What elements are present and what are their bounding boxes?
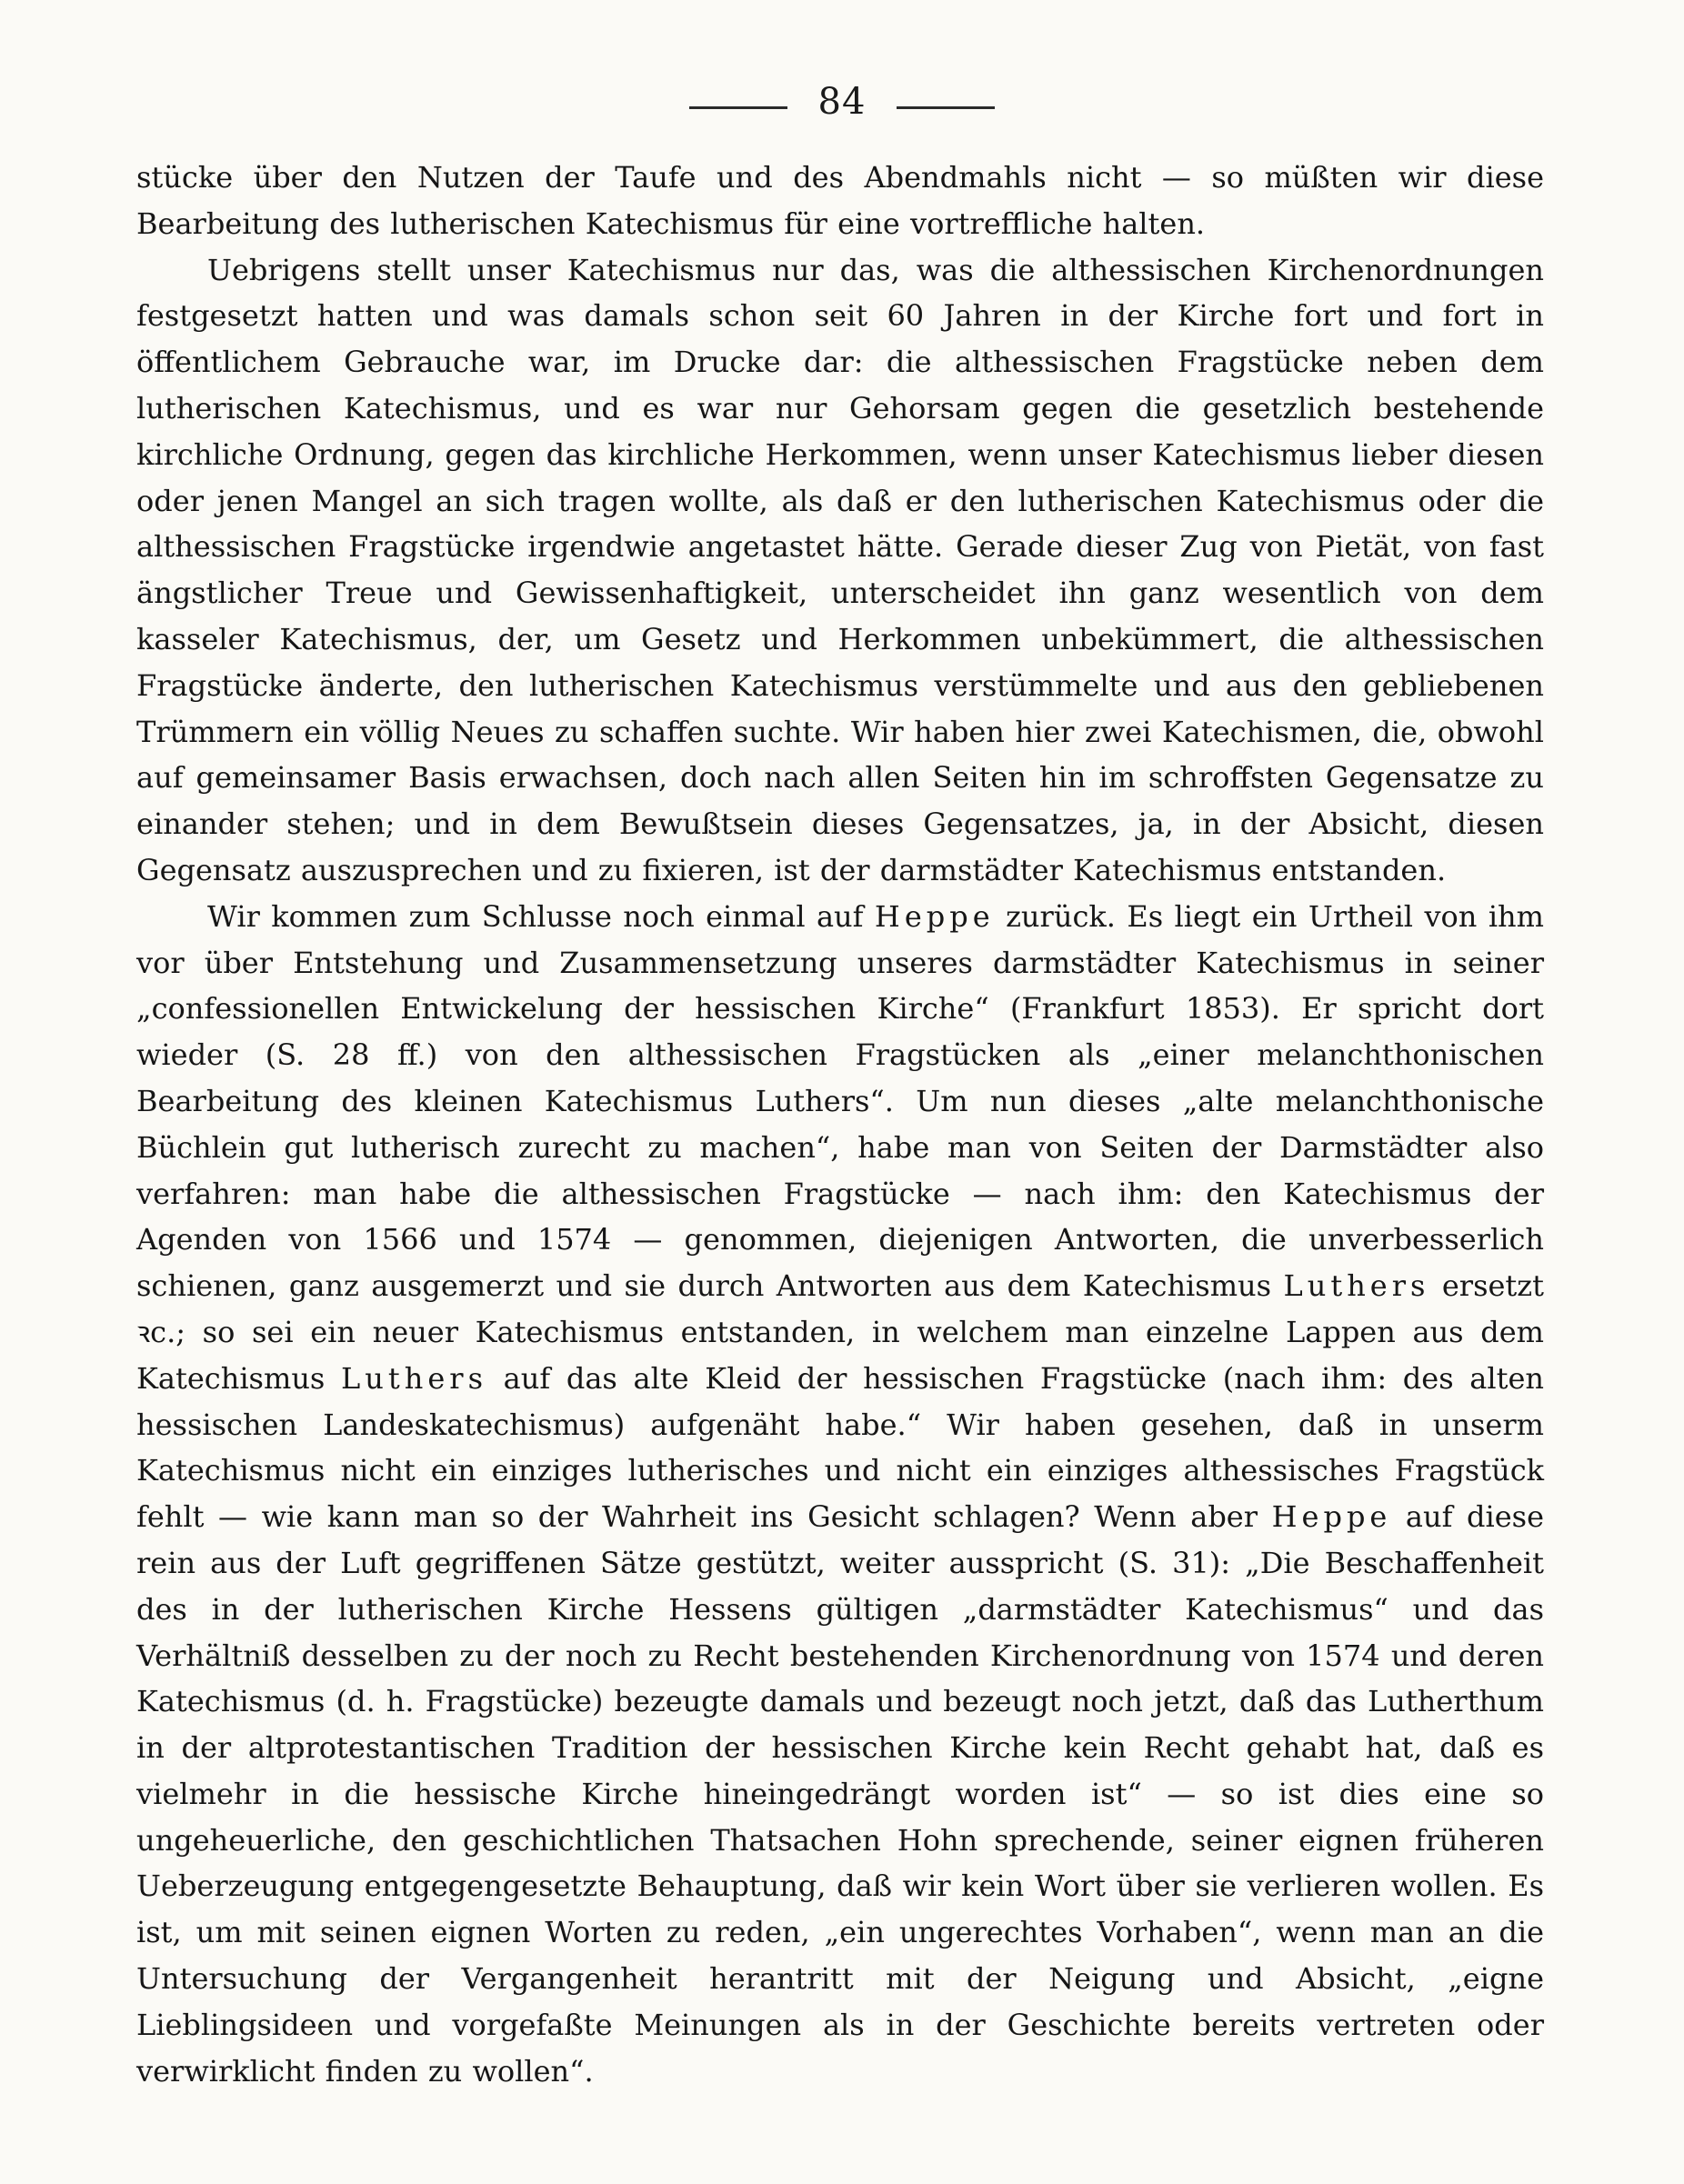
author-name-luther: Luthers xyxy=(341,1360,487,1396)
header-rule-right xyxy=(897,106,995,109)
page-header xyxy=(0,75,1684,129)
text-segment: ersetzt ꝛc.; so sei ein neuer Katechismus entstanden, in welchem man einzelne Lappen aus dem Katechismus xyxy=(136,1268,1545,1396)
header-rule-left xyxy=(689,106,787,109)
author-name-heppe: Heppe xyxy=(874,898,995,934)
paragraph-continuation: stücke über den Nutzen der Taufe und des Abendmahls nicht — so müßten wir diese Bearbeitung des lutherischen Katechismus für eine vortreffliche halten. xyxy=(136,160,1544,241)
body-text xyxy=(136,155,1544,2094)
author-name-heppe: Heppe xyxy=(1271,1499,1392,1535)
text-segment: zurück. Es liegt ein Urtheil von ihm vor über Entstehung und Zusammensetzung unseres darmstädter Katechismus in seiner „confessionellen Entwickelung der hessischen Kirche“ (Frankfurt 1853). Er spricht dort wieder (S. 28 ff.) von den althessischen Fragstücken als „einer melanchthonischen Bearbeitung des kleinen Katechismus Luthers“. Um nun dieses „alte melanchthonische Büchlein gut lutherisch zurecht zu machen“, habe man von Seiten der Darmstädter also verfahren: man habe die althessischen Fragstücke — nach ihm: den Katechismus der Agenden von 1566 und 1574 — genommen, diejenigen Antworten, die unverbesserlich schienen, ganz ausgemerzt und sie durch Antworten aus dem Katechismus xyxy=(136,898,1545,1304)
text-segment: auf das alte Kleid der hessischen Fragstücke (nach ihm: des alten hessischen Landeskatechismus) aufgenäht habe.“ Wir haben gesehen, daß in unserm Katechismus nicht ein einziges lutherisches und nicht ein einziges althessisches Fragstück fehlt — wie kann man so der Wahrheit ins Gesicht schlagen? Wenn aber xyxy=(136,1360,1545,1535)
paragraph-heppe-critique xyxy=(136,894,1544,2095)
author-name-luther: Luthers xyxy=(1283,1268,1430,1304)
page-number: 84 xyxy=(817,81,867,123)
paragraph-catechism-comparison: Uebrigens stellt unser Katechismus nur das, was die althessischen Kirchenordnungen festgesetzt hatten und was damals schon seit 60 Jahren in der Kirche fort und fort in öffentlichem Gebrauche war, im Drucke dar: die althessischen Fragstücke neben dem lutherischen Katechismus, und es war nur Gehorsam gegen die gesetzlich bestehende kirchliche Ordnung, gegen das kirchliche Herkommen, wenn unser Katechismus lieber diesen oder jenen Mangel an sich tragen wollte, als daß er den lutherischen Katechismus oder die althessischen Fragstücke irgendwie angetastet hätte. Gerade dieser Zug von Pietät, von fast ängstlicher Treue und Gewissenhaftigkeit, unterscheidet ihn ganz wesentlich von dem kasseler Katechismus, der, um Gesetz und Herkommen unbekümmert, die althessischen Fragstücke änderte, den lutherischen Katechismus verstümmelte und aus den gebliebenen Trümmern ein völlig Neues zu schaffen suchte. Wir haben hier zwei Katechismen, die, obwohl auf gemeinsamer Basis erwachsen, doch nach allen Seiten hin im schroffsten Gegensatze zu einander stehen; und in dem Bewußtsein dieses Gegensatzes, ja, in der Absicht, diesen Gegensatz auszusprechen und zu fixieren, ist der darmstädter Katechismus entstanden. xyxy=(136,252,1544,887)
text-segment: Wir kommen zum Schlusse noch einmal auf xyxy=(207,898,875,934)
text-segment: auf diese rein aus der Luft gegriffenen Sätze gestützt, weiter ausspricht (S. 31): „Die Beschaffenheit des in der lutherischen Kirche Hessens gültigen „darmstädter Katechismus“ und das Verhältniß desselben zu der noch zu Recht bestehenden Kirchenordnung von 1574 und deren Katechismus (d. h. Fragstücke) bezeugte damals und bezeugt noch jetzt, daß das Lutherthum in der altprotestantischen Tradition der hessischen Kirche kein Recht gehabt hat, daß es vielmehr in die hessische Kirche hineingedrängt worden ist“ — so ist dies eine so ungeheuerliche, den geschichtlichen Thatsachen Hohn sprechende, seiner eignen früheren Ueberzeugung entgegengesetzte Behauptung, daß wir kein Wort über sie verlieren wollen. Es ist, um mit seinen eignen Worten zu reden, „ein ungerechtes Vorhaben“, wenn man an die Untersuchung der Vergangenheit herantritt mit der Neigung und Absicht, „eigne Lieblingsideen und vorgefaßte Meinungen als in der Geschichte bereits vertreten oder verwirklicht finden zu wollen“. xyxy=(136,1499,1545,2089)
